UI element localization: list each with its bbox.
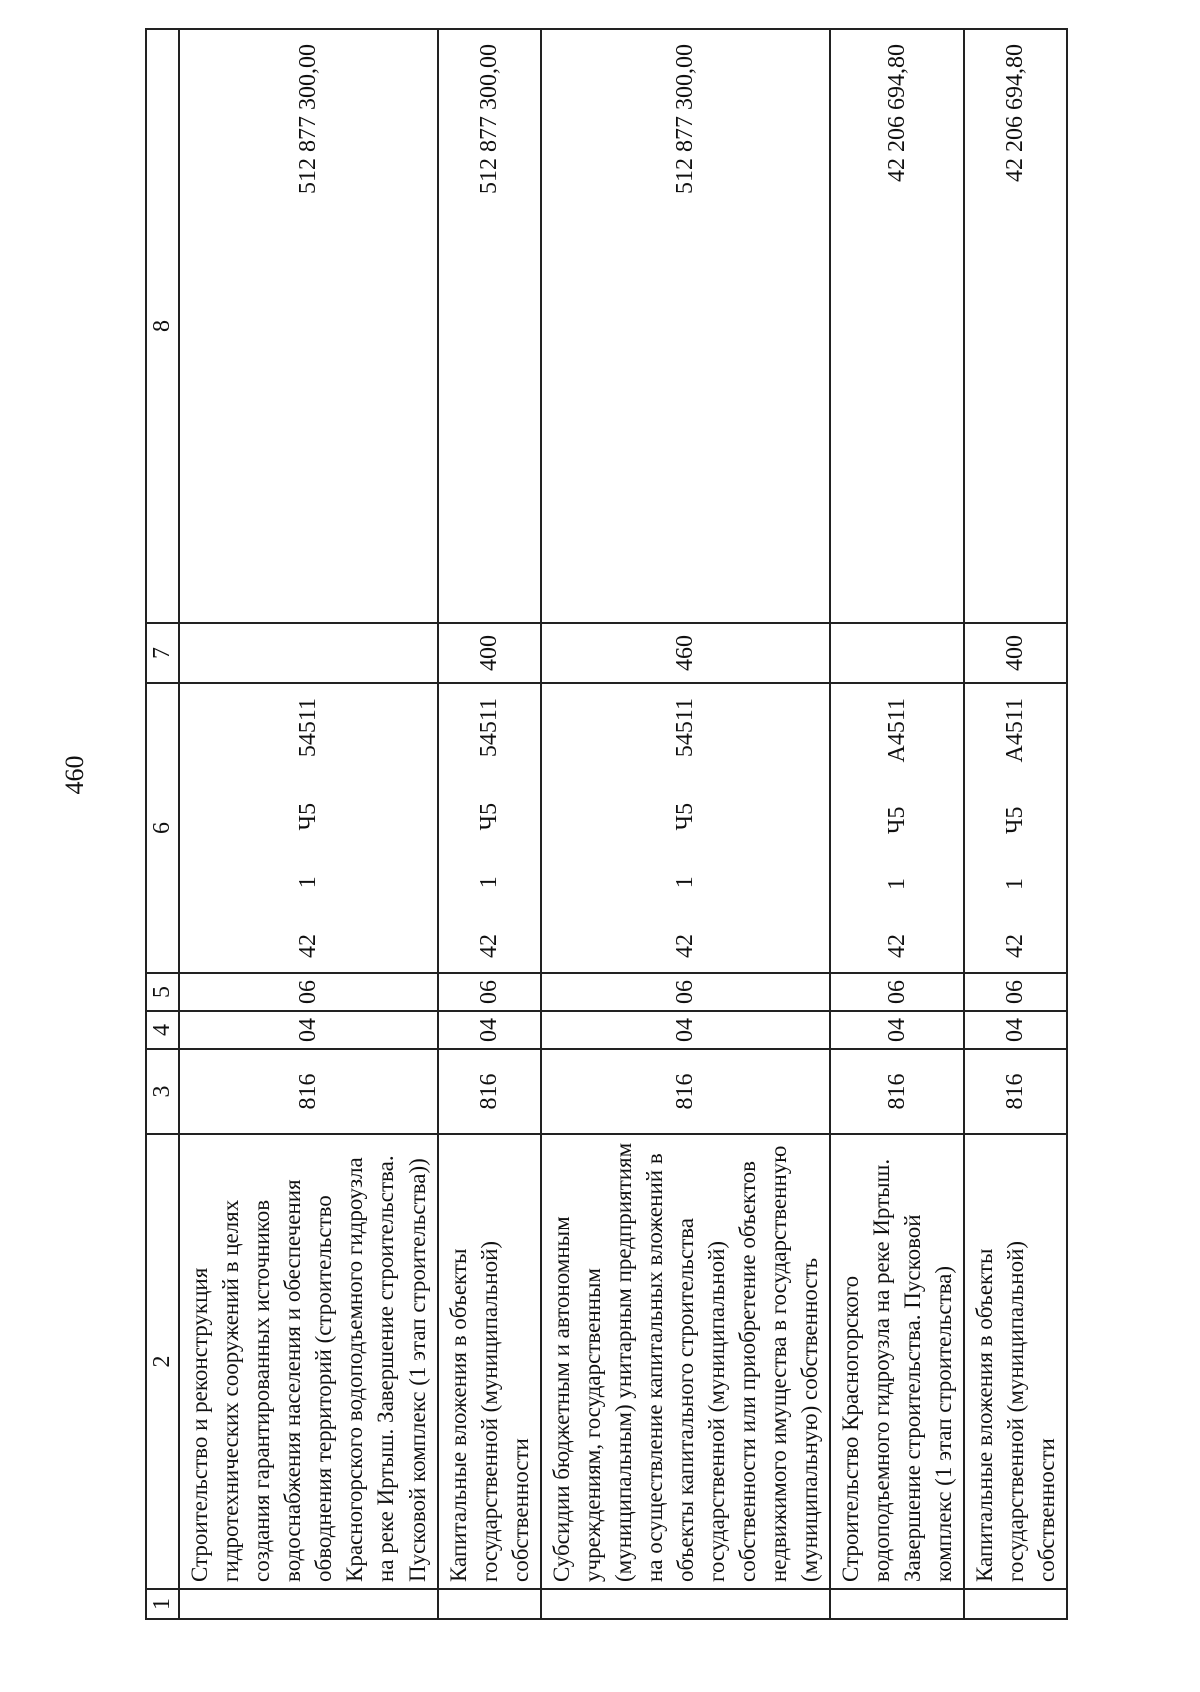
subsection-code-cell: 06 bbox=[438, 973, 541, 1011]
ministry-code-cell: 816 bbox=[830, 1049, 964, 1134]
project-code: Ч5 bbox=[475, 802, 502, 831]
row-number-cell bbox=[438, 1589, 541, 1619]
column-header: 3 bbox=[146, 1049, 179, 1134]
table-row bbox=[964, 29, 1067, 1619]
amount-cell: 512 877 300,00 bbox=[438, 29, 541, 623]
description-cell: Строительство Красногорского водоподъемного гидроузла на реке Иртыш. Завершение строительства. Пусковой комплекс (1 этап строительства) bbox=[830, 1134, 964, 1589]
subsection-code-cell: 06 bbox=[179, 973, 437, 1011]
column-header: 8 bbox=[146, 29, 179, 623]
subprogram-code: 1 bbox=[475, 876, 502, 889]
table-row bbox=[541, 29, 830, 1619]
ministry-code-cell: 816 bbox=[179, 1049, 437, 1134]
row-number-cell bbox=[830, 1589, 964, 1619]
direction-code: А4511 bbox=[1002, 698, 1029, 763]
subsection-code-cell: 06 bbox=[541, 973, 830, 1011]
column-header: 2 bbox=[146, 1134, 179, 1589]
amount-cell: 42 206 694,80 bbox=[830, 29, 964, 623]
subsection-code-cell: 06 bbox=[964, 973, 1067, 1011]
section-code-cell: 04 bbox=[830, 1011, 964, 1049]
budget-table-rotated bbox=[145, 30, 1060, 1620]
project-code: Ч5 bbox=[671, 802, 698, 831]
program-code: 42 bbox=[883, 934, 910, 958]
project-code: Ч5 bbox=[294, 802, 321, 831]
description-cell: Строительство и реконструкция гидротехнических сооружений в целях создания гарантированных источников водоснабжения населения и обеспечения обводнения территорий (строительство Красногорского водоподъемного гидроузла на реке Иртыш. Завершение строительства. Пусковой комплекс (1 этап строительства)) bbox=[179, 1134, 437, 1589]
target-article-cell bbox=[179, 683, 437, 973]
description-cell: Субсидии бюджетным и автономным учреждениям, государственным (муниципальным) унитарным предприятиям на осуществление капитальных вложений в объекты капитального строительства государственной (муниципальной) собственности или приобретение объектов недвижимого имущества в государственную (муниципальную) собственность bbox=[541, 1134, 830, 1589]
description-cell: Капитальные вложения в объекты государственной (муниципальной) собственности bbox=[964, 1134, 1067, 1589]
subprogram-code: 1 bbox=[1002, 878, 1029, 891]
expense-type-cell: 400 bbox=[438, 623, 541, 683]
table-row bbox=[179, 29, 437, 1619]
target-article-cell bbox=[438, 683, 541, 973]
ministry-code-cell: 816 bbox=[438, 1049, 541, 1134]
row-number-cell bbox=[541, 1589, 830, 1619]
subsection-code-cell: 06 bbox=[830, 973, 964, 1011]
program-code: 42 bbox=[475, 934, 502, 958]
direction-code: 54511 bbox=[671, 698, 698, 758]
ministry-code-cell: 816 bbox=[541, 1049, 830, 1134]
column-header: 4 bbox=[146, 1011, 179, 1049]
subprogram-code: 1 bbox=[294, 876, 321, 889]
amount-cell: 512 877 300,00 bbox=[179, 29, 437, 623]
program-code: 42 bbox=[294, 934, 321, 958]
target-article-cell bbox=[964, 683, 1067, 973]
column-header: 1 bbox=[146, 1589, 179, 1619]
subprogram-code: 1 bbox=[671, 876, 698, 889]
column-header: 7 bbox=[146, 623, 179, 683]
budget-table bbox=[145, 28, 1068, 1620]
expense-type-cell bbox=[179, 623, 437, 683]
section-code-cell: 04 bbox=[964, 1011, 1067, 1049]
table-row bbox=[830, 29, 964, 1619]
expense-type-cell bbox=[830, 623, 964, 683]
section-code-cell: 04 bbox=[179, 1011, 437, 1049]
row-number-cell bbox=[179, 1589, 437, 1619]
target-article-cell bbox=[541, 683, 830, 973]
column-header: 6 bbox=[146, 683, 179, 973]
expense-type-cell: 460 bbox=[541, 623, 830, 683]
column-header: 5 bbox=[146, 973, 179, 1011]
section-code-cell: 04 bbox=[541, 1011, 830, 1049]
table-row bbox=[438, 29, 541, 1619]
subprogram-code: 1 bbox=[883, 878, 910, 891]
section-code-cell: 04 bbox=[438, 1011, 541, 1049]
column-number-row bbox=[146, 29, 179, 1619]
target-article-cell bbox=[830, 683, 964, 973]
direction-code: 54511 bbox=[294, 698, 321, 758]
amount-cell: 512 877 300,00 bbox=[541, 29, 830, 623]
expense-type-cell: 400 bbox=[964, 623, 1067, 683]
page-number: 460 bbox=[60, 755, 89, 795]
direction-code: 54511 bbox=[475, 698, 502, 758]
amount-cell: 42 206 694,80 bbox=[964, 29, 1067, 623]
row-number-cell bbox=[964, 1589, 1067, 1619]
program-code: 42 bbox=[671, 934, 698, 958]
description-cell: Капитальные вложения в объекты государственной (муниципальной) собственности bbox=[438, 1134, 541, 1589]
project-code: Ч5 bbox=[883, 806, 910, 835]
program-code: 42 bbox=[1002, 934, 1029, 958]
project-code: Ч5 bbox=[1002, 806, 1029, 835]
direction-code: А4511 bbox=[883, 698, 910, 763]
ministry-code-cell: 816 bbox=[964, 1049, 1067, 1134]
